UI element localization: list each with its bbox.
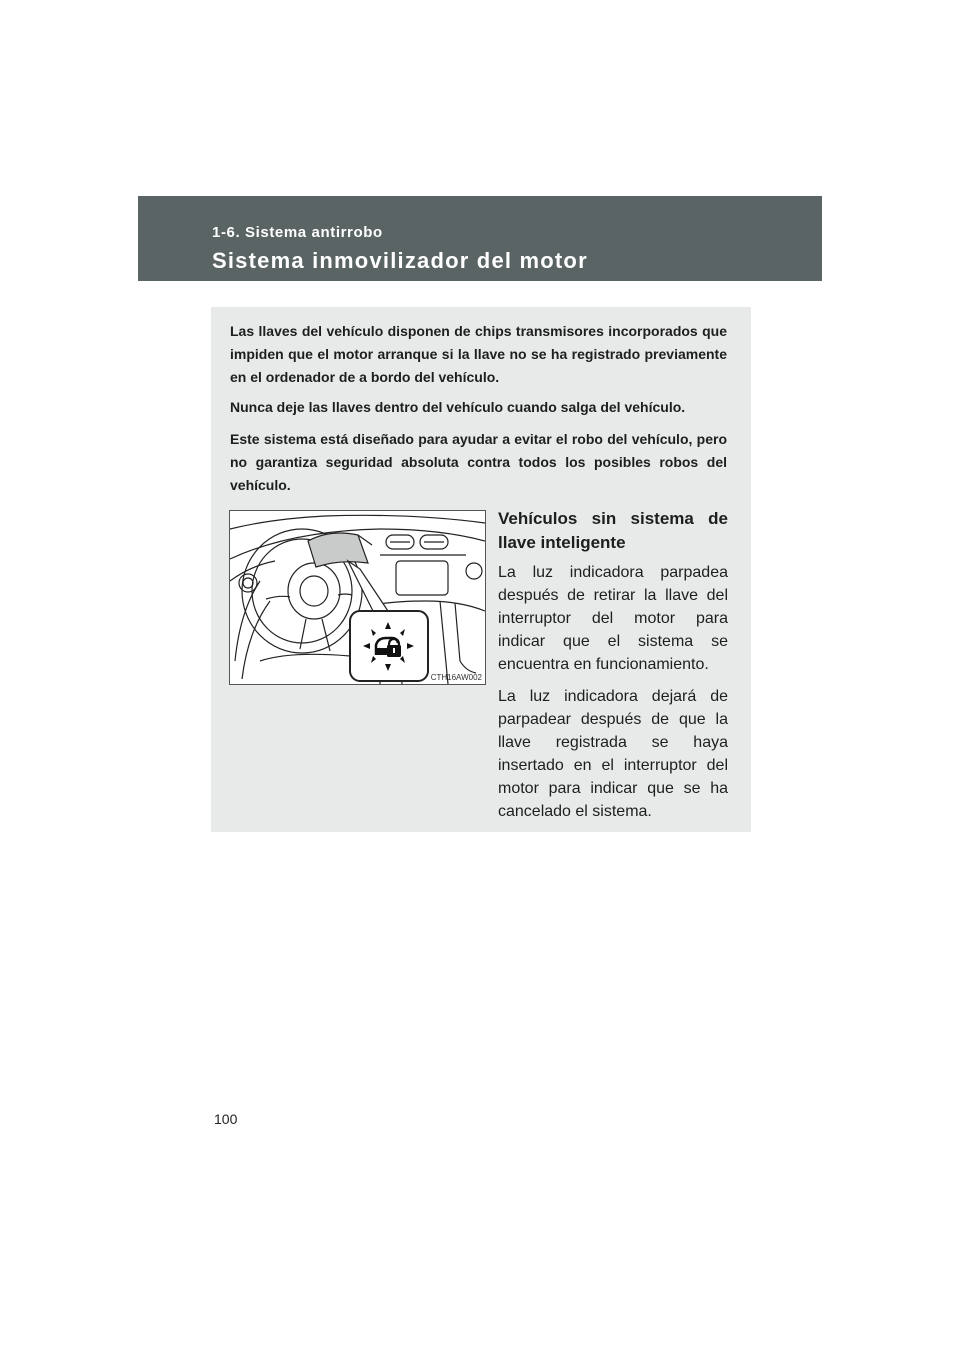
page-number: 100: [214, 1111, 238, 1127]
info-box: [211, 307, 751, 832]
intro-paragraph-disclaimer: Este sistema está diseñado para ayudar a evitar el robo del vehículo, pero no garantiza seguridad absoluta contra todos los posibles robos del vehículo.: [230, 431, 727, 493]
chapter-header: [138, 196, 822, 281]
figure-code: CTH16AW002: [430, 673, 482, 682]
dashboard-drawing: [230, 511, 485, 684]
body-paragraph-cancellation: La luz indicadora dejará de parpadear después de que la llave registrada se haya insertado en el interruptor del motor para indicar que se ha cancelado el sistema.: [498, 688, 728, 820]
intro-paragraph-chips: Las llaves del vehículo disponen de chips transmisores incorporados que impiden que el motor arranque si la llave no se ha registrado previamente en el ordenador de a bordo del vehículo.: [230, 323, 727, 385]
dashboard-illustration: [229, 510, 486, 685]
section-label: 1-6. Sistema antirrobo: [212, 224, 383, 241]
page-title: Sistema inmovilizador del motor: [212, 248, 588, 273]
intro-paragraph-warning: Nunca deje las llaves dentro del vehículo cuando salga del vehículo.: [230, 399, 686, 415]
section-heading: Vehículos sin sistema de llave inteligente: [498, 509, 728, 552]
body-paragraph-activation: La luz indicadora parpadea después de retirar la llave del interruptor del motor para indicar que el sistema se encuentra en funcionamiento.: [498, 564, 728, 673]
